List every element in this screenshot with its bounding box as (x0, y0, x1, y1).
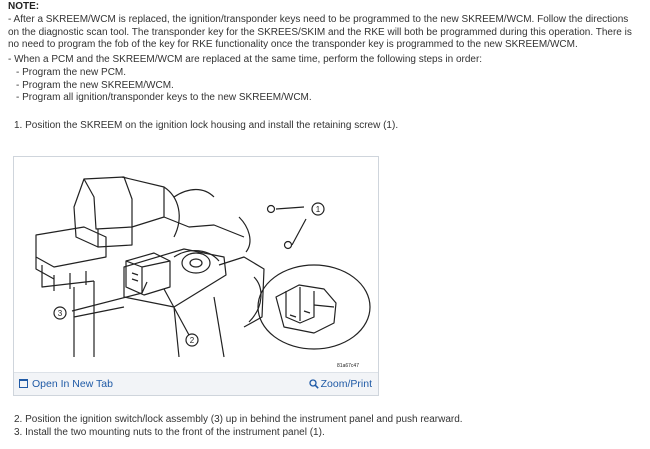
zoom-print-link[interactable] (309, 378, 372, 391)
procedure-step-2: 2. Position the ignition switch/lock assembly (3) up in behind the instrument panel and push rearward. (14, 414, 463, 425)
note-title: NOTE: (8, 1, 40, 12)
note-steps (16, 67, 312, 105)
magnifier-icon (309, 379, 319, 389)
illustration-figure (13, 156, 379, 396)
procedure-step-1: 1. Position the SKREEM on the ignition lock housing and install the retaining screw (1). (14, 120, 399, 131)
note-step: - Program the new SKREEM/WCM. (16, 79, 174, 91)
figure-toolbar (14, 372, 378, 395)
callout-label: 1 (315, 205, 321, 214)
note-list-intro: - When a PCM and the SKREEM/WCM are replaced at the same time, perform the following steps in order: (8, 54, 483, 65)
note-step: - Program the new PCM. (16, 67, 127, 78)
note-paragraph: - After a SKREEM/WCM is replaced, the ignition/transponder keys need to be programmed to the new SKREEM/WCM. Follow the directions on the diagnostic scan tool. The transponder key for the SKREES/SKIM and the RKE will both be programmed during this operation. There is no need to program the fob of the key for RKE functionality once the transponder key is programmed to the new SKREEM/WCM. (8, 14, 632, 50)
zoom-print-label: Zoom/Print (320, 378, 372, 390)
open-in-new-tab-label: Open In New Tab (32, 378, 113, 390)
ignition-diagram (14, 157, 378, 372)
open-in-new-tab-link[interactable] (19, 378, 113, 391)
callout-label: 2 (189, 336, 195, 345)
note-step: - Program all ignition/transponder keys to the new SKREEM/WCM. (16, 92, 312, 103)
open-tab-icon (19, 379, 28, 388)
callout-label: 3 (57, 309, 63, 318)
procedure-step-3: 3. Install the two mounting nuts to the front of the instrument panel (1). (14, 427, 325, 438)
figure-code: 81a67c47 (337, 363, 359, 369)
